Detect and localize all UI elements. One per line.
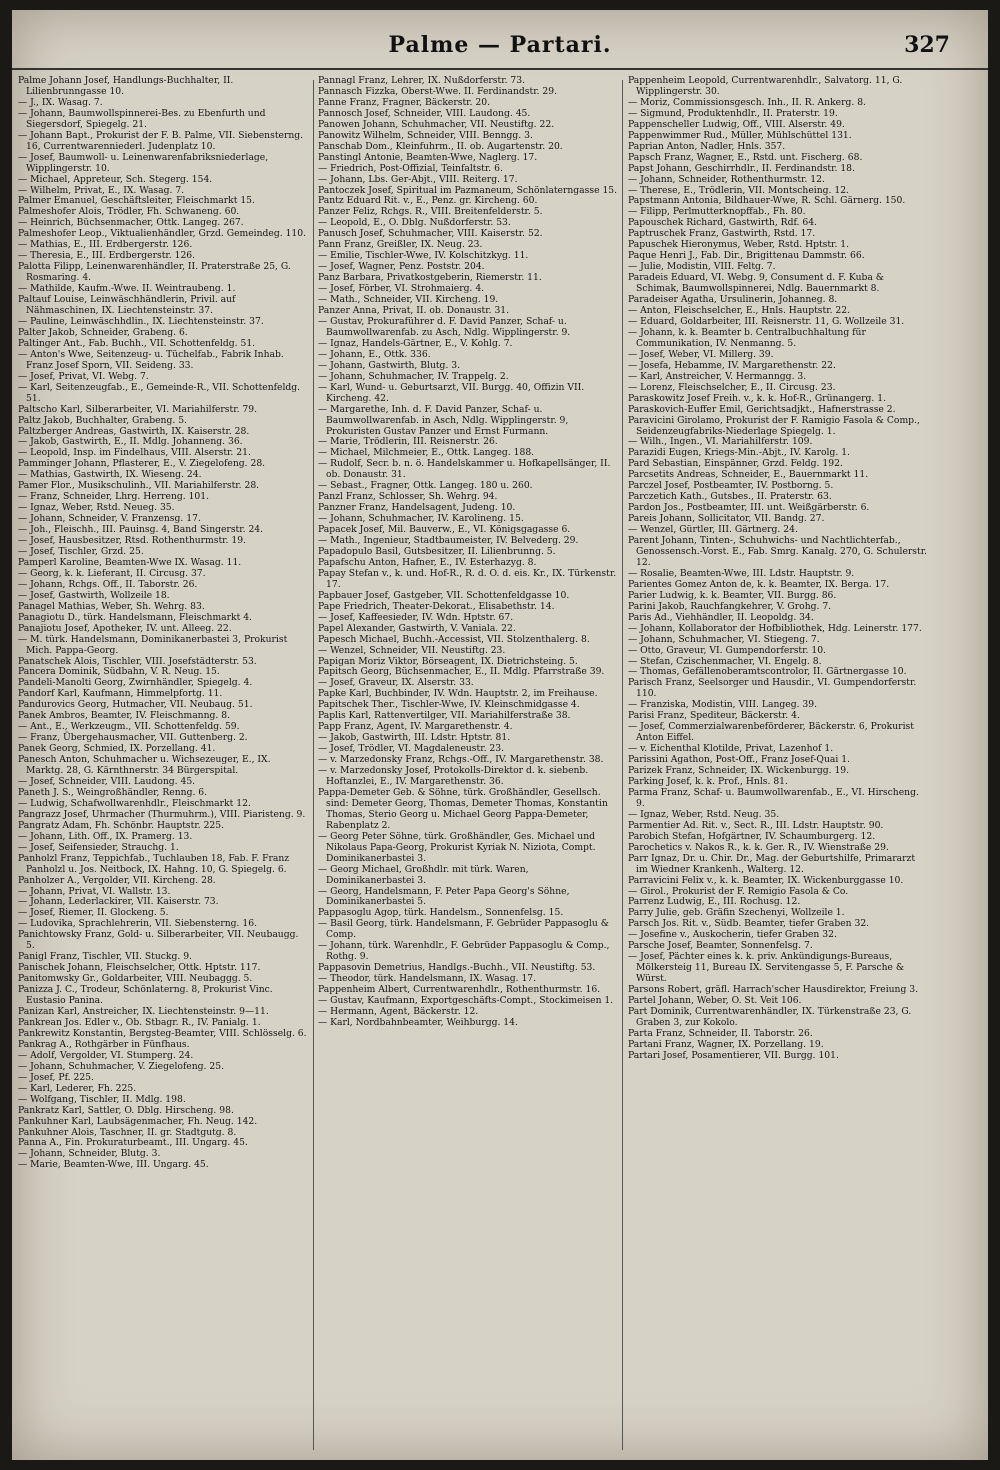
directory-columns	[12, 76, 988, 1456]
directory-entry: Papstmann Antonia, Bildhauer-Wwe, R. Schl. Gärnerg. 150.	[628, 195, 906, 207]
directory-entry: — Johann, Schneider, V. Franzensg. 17.	[18, 513, 201, 525]
directory-entry: Panzer Feliz, Rchgs. R., VIII. Breitenfelderstr. 5.	[318, 206, 543, 218]
directory-entry: — v. Marzedonsky Josef, Protokolls-Direktor d. k. siebenb. Hoftanzlei, E., IV. Margarethenstr. 36.	[318, 765, 589, 787]
directory-entry: — Math., Ingenieur, Stadtbaumeister, IV. Belvederg. 29.	[318, 535, 579, 547]
directory-entry: — Ignaz, Handels-Gärtner, E., V. Kohlg. 7.	[318, 337, 513, 349]
directory-entry: Pappa-Demeter Geb. & Söhne, türk. Großhändler, Gesellsch. sind: Demeter Georg, Thomas, Demeter Thomas, Konstantin Thomas, Sterio Georg u. Michael Georg Pappa-Demeter, Rabenplatz 2.	[318, 786, 608, 831]
directory-entry: — Otto, Graveur, VI. Gumpendorferstr. 10.	[628, 644, 826, 656]
directory-entry: Panagel Mathias, Weber, Sh. Wehrg. 83.	[18, 600, 205, 612]
directory-entry: — Josef, Seifensieder, Strauchg. 1.	[18, 841, 179, 853]
directory-entry: Paltinger Ant., Fab. Buchh., VII. Schottenfeldg. 51.	[18, 337, 256, 349]
directory-entry: Parczetich Kath., Gutsbes., II. Praterstr. 63.	[628, 491, 832, 503]
column-divider	[313, 80, 314, 1450]
directory-entry: — Josef, Hausbesitzer, Rtsd. Rothenthurmstr. 19.	[18, 535, 247, 547]
directory-entry: — Gustav, Kaufmann, Exportgeschäfts-Compt., Stockimeisen 1.	[318, 995, 614, 1007]
directory-entry: Panigl Franz, Tischler, VII. Stuckg. 9.	[18, 951, 192, 963]
directory-entry: Paltscho Karl, Silberarbeiter, VI. Mariahilferstr. 79.	[18, 403, 258, 415]
directory-entry: Parier Ludwig, k. k. Beamter, VII. Burgg. 86.	[628, 589, 837, 601]
directory-entry: Panstingl Antonie, Beamten-Wwe, Naglerg. 17.	[318, 151, 538, 163]
directory-entry: — Karl, Anstreicher, V. Hermanngg. 3.	[628, 370, 807, 382]
directory-entry: Pamer Flor., Musikschulinh., VII. Mariahilferstr. 28.	[18, 480, 260, 492]
directory-entry: Papay Stefan v., k. und. Hof-R., R. d. O. d. eis. Kr., IX. Türkenstr. 17.	[318, 567, 617, 590]
directory-entry: Parma Franz, Schaf- u. Baumwollwarenfab., E., VI. Hirscheng. 9.	[628, 786, 919, 809]
column-3	[628, 76, 928, 1454]
directory-entry: Parisi Franz, Spediteur, Bäckerstr. 4.	[628, 710, 800, 722]
directory-entry: — Johann, Schneider, Rothenthurmstr. 12.	[628, 173, 825, 185]
directory-entry: Papesch Michael, Buchh.-Accessist, VII. Stolzenthalerg. 8.	[318, 633, 590, 645]
directory-entry: — Wilh., Ingen., VI. Mariahilferstr. 109.	[628, 436, 813, 448]
directory-entry: Pann Franz, Greißler, IX. Neug. 23.	[318, 239, 483, 251]
directory-entry: Pannasch Fizzka, Oberst-Wwe. II. Ferdinandstr. 29.	[318, 85, 558, 97]
directory-entry: Pamperl Karoline, Beamten-Wwe IX. Wasag. 11.	[18, 556, 242, 568]
directory-entry: Parissini Agathon, Post-Off., Franz Josef-Quai 1.	[628, 754, 850, 766]
directory-entry: — Julie, Modistin, VIII. Feltg. 7.	[628, 261, 776, 273]
directory-entry: Panek Ambros, Beamter, IV. Fleischmanng. 8.	[18, 710, 230, 722]
directory-entry: — Josef, Commerzialwarenbeförderer, Bäckerstr. 6, Prokurist Anton Eiffel.	[628, 721, 914, 744]
directory-entry: Parta Franz, Schneider, II. Taborstr. 26.	[628, 1027, 813, 1039]
directory-entry: — Josef, Privat, VI. Webg. 7.	[18, 370, 149, 382]
directory-entry: Paltz Jakob, Buchhalter, Grabeng. 5.	[18, 414, 187, 426]
directory-entry: Partari Josef, Posamentierer, VII. Burgg. 101.	[628, 1049, 839, 1061]
directory-entry: Parientes Gomez Anton de, k. k. Beamter, IX. Berga. 17.	[628, 578, 890, 590]
directory-entry: Partani Franz, Wagner, IX. Porzellang. 19.	[628, 1038, 824, 1050]
directory-entry: — Leopold, E., O. Dblg. Nußdorferstr. 53.	[318, 217, 511, 229]
directory-entry: — M. türk. Handelsmann, Dominikanerbastei 3, Prokurist Mich. Pappa-Georg.	[18, 633, 288, 656]
directory-entry: — Mathilde, Kaufm.-Wwe. II. Weintraubeng. 1.	[18, 283, 236, 295]
directory-entry: Pareis Johann, Sollicitator, VII. Bandg. 27.	[628, 513, 825, 525]
directory-entry: Pandurovics Georg, Hutmacher, VII. Neubaug. 51.	[18, 699, 253, 711]
directory-entry: — Sigmund, Produktenhdlr., II. Praterstr. 19.	[628, 107, 838, 119]
directory-entry: Pankratz Karl, Sattler, O. Dblg. Hirscheng. 98.	[18, 1104, 234, 1116]
directory-entry: — Thomas, Gefällenoberamtscontrolor, II. Gärtnergasse 10.	[628, 666, 907, 678]
directory-entry: — Michael, Appreteur, Sch. Stegerg. 154.	[18, 173, 213, 185]
directory-entry: — Georg, k. k. Lieferant, II. Circusg. 37.	[18, 567, 206, 579]
directory-entry: — Johann, Lederlackirer, VII. Kaiserstr. 73.	[18, 896, 219, 908]
directory-entry: — Girol., Prokurist der F. Remigio Fasola & Co.	[628, 885, 849, 897]
directory-entry: — Johann, Schuhmacher, V. Ziegelofeng. 25.	[18, 1060, 224, 1072]
directory-entry: Paltauf Louise, Leinwäschhändlerin, Privil. auf Nähmaschinen, IX. Liechtensteinstr. 37.	[18, 294, 236, 317]
directory-entry: — Josef, Pächter eines k. k. priv. Ankündigungs-Bureaus, Mölkersteig 11, Bureau IX. Servitengasse 5, F. Parsche & Würst.	[628, 951, 905, 985]
directory-entry: Pantoczek Josef, Spiritual im Pazmaneum, Schönlaterngasse 15.	[318, 184, 618, 196]
directory-entry: Parent Johann, Tinten-, Schuhwichs- und Nachtlichterfab., Genossensch.-Vorst. E., Fab. Smrg. Kanalg. 270, G. Schulerstr. 12.	[628, 535, 928, 568]
directory-entry: Pappenheim Leopold, Currentwarenhdlr., Salvatorg. 11, G. Wipplingerstr. 30.	[628, 76, 903, 97]
directory-entry: Panzl Franz, Schlosser, Sh. Wehrg. 94.	[318, 491, 498, 503]
directory-entry: — Georg, Handelsmann, F. Peter Papa Georg's Söhne, Dominikanerbastei 5.	[318, 885, 570, 908]
directory-entry: — Franziska, Modistin, VIII. Langeg. 39.	[628, 699, 818, 711]
directory-entry: — Jakob, Gastwirth, III. Ldstr. Hptstr. 81.	[318, 732, 511, 744]
directory-entry: Panajiotu Josef, Apotheker, IV. unt. Alleeg. 22.	[18, 622, 232, 634]
directory-entry: — Johann, E., Ottk. 336.	[318, 348, 431, 360]
directory-entry: Panek Georg, Schmied, IX. Porzellang. 41.	[18, 743, 216, 755]
directory-entry: — Josef, Förber, VI. Strohmaierg. 4.	[318, 283, 485, 295]
directory-entry: Parr Ignaz, Dr. u. Chir. Dr., Mag. der Geburtshilfe, Primararzt im Wiedner Krankenh., Walterg. 12.	[628, 852, 916, 875]
directory-entry: Parczel Josef, Postbeamter, IV. Postborng. 5.	[628, 480, 834, 492]
directory-entry: Papbauer Josef, Gastgeber, VII. Schottenfeldgasse 10.	[318, 589, 570, 601]
directory-entry: — Filipp, Perlmutterknopffab., Fh. 80.	[628, 206, 806, 218]
directory-entry: — Ludwig, Schafwollwarenhdlr., Fleischmarkt 12.	[18, 797, 251, 809]
directory-entry: — Mathias, Gastwirth, IX. Wieseng. 24.	[18, 469, 202, 481]
directory-entry: Pangratz Adam, Fh. Schönbr. Hauptstr. 225.	[18, 819, 225, 831]
directory-entry: Panzer Anna, Privat, II. ob. Donaustr. 31.	[318, 305, 510, 317]
directory-entry: — Eduard, Goldarbeiter, III. Reisnerstr. 11, G. Wollzeile 31.	[628, 315, 905, 327]
directory-entry: Papadopulo Basil, Gutsbesitzer, II. Lilienbrunng. 5.	[318, 545, 556, 557]
directory-entry: — Johann, Gastwirth, Blutg. 3.	[318, 359, 461, 371]
directory-entry: Paraskovich-Euffer Emil, Gerichtsadjkt., Hafnerstrasse 2.	[628, 403, 896, 415]
directory-entry: Palme Johann Josef, Handlungs-Buchhalter, II. Lilienbrunngasse 10.	[18, 76, 234, 97]
directory-entry: Panholzer A., Vergolder, VII. Kircheng. 28.	[18, 874, 216, 886]
directory-entry: — Friedrich, Post-Offizial, Teinfaltstr. 6.	[318, 162, 503, 174]
directory-entry: Pappenwimmer Rud., Müller, Mühlschüttel 131.	[628, 129, 852, 141]
directory-entry: Paris Ad., Viehhändler, II. Leopoldg. 34.	[628, 611, 814, 623]
directory-entry: — Johann, Schuhmacher, VI. Stiegeng. 7.	[628, 633, 820, 645]
directory-entry: Panna A., Fin. Prokuraturbeamt., III. Ungarg. 45.	[18, 1137, 248, 1149]
directory-entry: — Ignaz, Weber, Rstd. Neueg. 35.	[18, 502, 175, 514]
directory-entry: — Johann, Lith. Off., IX. Pramerg. 13.	[18, 830, 193, 842]
directory-entry: — Josef, Baumwoll- u. Leinenwarenfabriksniederlage, Wipplingerstr. 10.	[18, 151, 269, 174]
directory-entry: Pangrazz Josef, Uhrmacher (Thurmuhrm.), VIII. Piaristeng. 9.	[18, 808, 306, 820]
directory-entry: — Johann, türk. Warenhdlr., F. Gebrüder Pappasoglu & Comp., Rothg. 9.	[318, 940, 610, 963]
directory-entry: — Margarethe, Inh. d. F. David Panzer, Schaf- u. Baumwollwarenfab. in Asch, Ndlg. Wipplingerstr. 9, Prokuristen Gustav Panzer und Ernst Furmann.	[318, 403, 569, 437]
directory-entry: Parking Josef, k. k. Prof., Hnls. 81.	[628, 776, 788, 787]
directory-entry: Panowen Johann, Schuhmacher, VII. Neustiftg. 22.	[318, 118, 555, 130]
directory-entry: Paneth J. S., Weingroßhändler, Renng. 6.	[18, 786, 208, 798]
directory-entry: — Heinrich, Büchsenmacher, Ottk. Langeg. 267.	[18, 217, 244, 229]
directory-entry: Papuschek Hieronymus, Weber, Rstd. Hptstr. 1.	[628, 239, 850, 251]
directory-entry: — Josefine v., Auskocherin, tiefer Graben 32.	[628, 929, 837, 941]
directory-entry: Pard Sebastian, Einspänner, Grzd. Feldg. 192.	[628, 458, 843, 470]
directory-entry: — Jakob, Gastwirth, E., II. Mdlg. Johanneng. 36.	[18, 436, 243, 448]
directory-entry: — Michael, Milchmeier, E., Ottk. Langeg. 188.	[318, 447, 535, 459]
directory-entry: — Rosalie, Beamten-Wwe, III. Ldstr. Hauptstr. 9.	[628, 567, 855, 579]
directory-entry: — Rudolf, Secr. b. n. ö. Handelskammer u. Hofkapellsänger, II. ob. Donaustr. 31.	[318, 458, 611, 481]
directory-entry: Parini Jakob, Rauchfangkehrer, V. Grohg. 7.	[628, 600, 832, 612]
directory-entry: — Johann, Schuhmacher, IV. Trappelg. 2.	[318, 370, 509, 382]
directory-entry: — Josefa, Hebamme, IV. Margarethenstr. 22.	[628, 359, 836, 371]
directory-entry: Pancera Dominik, Südbahn, V. R. Neug. 15.	[18, 666, 220, 678]
directory-entry: Palmeshofer Leop., Viktualienhändler, Grzd. Gemeindeg. 110.	[18, 228, 307, 240]
directory-entry: — Georg Peter Söhne, türk. Großhändler, Ges. Michael und Nikolaus Papa-Georg, Prokurist Kyriak N. Niziota, Compt. Dominikanerbastei 3.	[318, 830, 596, 864]
directory-entry: — Johann, Schuhmacher, IV. Karolineng. 15.	[318, 513, 524, 525]
directory-entry: Pannagl Franz, Lehrer, IX. Nußdorferstr. 73.	[318, 76, 526, 86]
header-rule	[12, 68, 988, 70]
directory-entry: Parsche Josef, Beamter, Sonnenfelsg. 7.	[628, 940, 813, 952]
directory-entry: Pandorf Karl, Kaufmann, Himmelpfortg. 11.	[18, 688, 223, 700]
directory-entry: Panizza J. C., Trodeur, Schönlaterng. 8, Prokurist Vinc. Eustasio Panina.	[18, 984, 273, 1007]
directory-entry: Parisch Franz, Seelsorger und Hausdir., VI. Gumpendorferstr. 110.	[628, 677, 917, 700]
directory-entry: Pankrag A., Rothgärber in Fünfhaus.	[18, 1038, 190, 1050]
directory-entry: — v. Marzedonsky Franz, Rchgs.-Off., IV. Margarethenstr. 38.	[318, 754, 604, 766]
column-1	[18, 76, 310, 1454]
directory-entry: Pankrean Jos. Edler v., Ob. Stbagr. R., IV. Panialg. 1.	[18, 1016, 261, 1028]
directory-entry: Panne Franz, Fragner, Bäckerstr. 20.	[318, 96, 490, 108]
directory-entry: — Theresia, E., III. Erdbergerstr. 126.	[18, 250, 196, 262]
directory-entry: Papafschu Anton, Hafner, E., IV. Esterhazyg. 8.	[318, 556, 537, 568]
directory-entry: Paravicini Girolamo, Prokurist der F. Ramigio Fasola & Comp., Seidenzeugfabriks-Niederlage Spiegelg. 1.	[628, 414, 920, 437]
directory-entry: Paprian Anton, Nadler, Hnls. 357.	[628, 140, 786, 152]
directory-entry: Palmeshofer Alois, Trödler, Fh. Schwaneng. 60.	[18, 206, 240, 218]
directory-entry: — Josef, Wagner, Penz. Poststr. 204.	[318, 261, 485, 273]
directory-entry: Parsch Jos. Rit. v., Südb. Beamter, tiefer Graben 32.	[628, 918, 870, 930]
directory-entry: Parobich Stefan, Hofgärtner, IV. Schaumburgerg. 12.	[628, 830, 876, 842]
directory-entry: Panzner Franz, Handelsagent, Judeng. 10.	[318, 502, 516, 514]
directory-entry: — Johann, Lbs. Ger-Abjt., VIII. Reiterg. 17.	[318, 173, 518, 185]
directory-entry: — Karl, Lederer, Fh. 225.	[18, 1082, 137, 1094]
directory-entry: — Anton's Wwe, Seitenzeug- u. Tüchelfab., Fabrik Inhab. Franz Josef Sporn, VII. Seideng. 33.	[18, 348, 284, 371]
directory-entry: Pantz Eduard Rit. v., E., Penz. gr. Kircheng. 60.	[318, 195, 538, 207]
directory-entry: Parrenz Ludwig, E., III. Rochusg. 12.	[628, 896, 801, 908]
directory-entry: — Marie, Trödlerin, III. Reisnerstr. 26.	[318, 436, 498, 448]
directory-entry: — Wenzel, Schneider, VII. Neustiftg. 23.	[318, 644, 506, 656]
directory-entry: — Pauline, Leinwäschhdlin., IX. Liechtensteinstr. 37.	[18, 315, 264, 327]
directory-entry: — Ludovika, Sprachlehrerin, VII. Siebensterng. 16.	[18, 918, 257, 930]
directory-entry: Paradeiser Agatha, Ursulinerin, Johanneg. 8.	[628, 294, 838, 306]
directory-entry: Partel Johann, Weber, O. St. Veit 106.	[628, 995, 802, 1007]
directory-entry: Panagiotu D., türk. Handelsmann, Fleischmarkt 4.	[18, 611, 252, 623]
directory-entry: — Josef, Pf. 225.	[18, 1071, 94, 1083]
directory-entry: — Franz, Schneider, Lhrg. Herreng. 101.	[18, 491, 210, 503]
directory-entry: Panischek Johann, Fleischselcher, Ottk. Hptstr. 117.	[18, 962, 261, 974]
directory-entry: Pappasovin Demetrius, Handlgs.-Buchh., VII. Neustiftg. 53.	[318, 962, 596, 974]
directory-entry: — Josef, Schneider, VIII. Laudong. 45.	[18, 776, 196, 787]
directory-entry: Pankuhner Alois, Taschner, II. gr. Stadtgutg. 8.	[18, 1126, 237, 1138]
directory-entry: Parazidi Eugen, Kriegs-Min.-Abjt., IV. Karolg. 1.	[628, 447, 850, 459]
directory-entry: Panusch Josef, Schuhmacher, VIII. Kaiserstr. 52.	[318, 228, 543, 240]
directory-entry: — Johann, k. k. Beamter b. Centralbuchhaltung für Communikation, IV. Nenmanng. 5.	[628, 326, 866, 349]
directory-entry: — Franz, Übergehausmacher, VII. Guttenberg. 2.	[18, 732, 248, 744]
directory-entry: Papel Alexander, Gastwirth, V. Vaniala. 22.	[318, 622, 516, 634]
directory-entry: Paptruschek Franz, Gastwirth, Rstd. 17.	[628, 228, 816, 240]
directory-entry: Pardon Jos., Postbeamter, III. unt. Weißgärberstr. 6.	[628, 502, 870, 514]
directory-page	[12, 10, 988, 1460]
column-2	[318, 76, 618, 1454]
directory-entry: — Anton, Fleischselcher, E., Hnls. Hauptstr. 22.	[628, 305, 851, 317]
directory-entry: — Johann Bapt., Prokurist der F. B. Palme, VII. Siebensterng. 16, Currentwarenniederl. Judenplatz 10.	[18, 129, 304, 152]
directory-entry: — Hermann, Agent, Bäckerstr. 12.	[318, 1006, 479, 1018]
directory-entry: — Josef, Kaffeesieder, IV. Wdn. Hptstr. 67.	[318, 611, 514, 623]
directory-entry: Pankuhner Karl, Laubsägenmacher, Fh. Neug. 142.	[18, 1115, 258, 1127]
directory-entry: Pappasoglu Agop, türk. Handelsm., Sonnenfelsg. 15.	[318, 907, 564, 919]
directory-entry: Panesch Anton, Schuhmacher u. Wichsezeuger, E., IX. Marktg. 28, G. Kärnthnerstr. 34 Bürgerspital.	[18, 754, 271, 777]
directory-entry: — Johann, Kollaborator der Hofbibliothek, Hdg. Leinerstr. 177.	[628, 622, 922, 634]
directory-entry: Paradeis Eduard, VI. Webg. 9, Consument d. F. Kuba & Schimak, Baumwollspinnerei, Ndlg. Bauernmarkt 8.	[628, 272, 884, 295]
directory-entry: Panizan Karl, Anstreicher, IX. Liechtensteinstr. 9—11.	[18, 1006, 269, 1018]
directory-entry: Palter Jakob, Schneider, Grabeng. 6.	[18, 326, 188, 338]
directory-entry: Papigan Moriz Viktor, Börseagent, IX. Dietrichsteing. 5.	[318, 655, 578, 667]
directory-entry: — Johann, Schneider, Blutg. 3.	[18, 1148, 161, 1160]
directory-entry: Parsons Robert, gräfl. Harrach'scher Hausdirektor, Freiung 3.	[628, 984, 919, 996]
directory-entry: Pappenheim Albert, Currentwarenhdlr., Rothenthurmstr. 16.	[318, 984, 601, 996]
directory-entry: — Adolf, Vergolder, VI. Stumperg. 24.	[18, 1049, 194, 1061]
directory-entry: — Josef, Weber, VI. Millerg. 39.	[628, 348, 774, 360]
directory-entry: Parmentier Ad. Rit. v., Sect. R., III. Ldstr. Hauptstr. 90.	[628, 819, 884, 831]
directory-entry: — Lorenz, Fleischselcher, E., II. Circusg. 23.	[628, 381, 836, 393]
directory-entry: — Theodor, türk. Handelsmann, IX. Wasag. 17.	[318, 973, 537, 985]
directory-entry: — Josef, Graveur, IX. Alserstr. 33.	[318, 677, 474, 689]
directory-entry: — Ant., E., Werkzeugm., VII. Schottenfeldg. 59.	[18, 721, 240, 733]
directory-entry: Panichtowsky Franz, Gold- u. Silberarbeiter, VII. Neubaugg. 5.	[18, 929, 299, 952]
directory-entry: — Ignaz, Weber, Rstd. Neug. 35.	[628, 808, 780, 820]
directory-entry: Papke Karl, Buchbinder, IV. Wdn. Hauptstr. 2, im Freihause.	[318, 688, 598, 700]
page-header	[12, 32, 988, 60]
directory-entry: Pappenscheller Ludwig, Off., VIII. Alserstr. 49.	[628, 118, 845, 130]
directory-entry: — Georg Michael, Großhdlr. mit türk. Waren, Dominikanerbastei 3.	[318, 863, 529, 886]
directory-entry: Papitsch Georg, Büchsenmacher, E., II. Mdlg. Pfarrstraße 39.	[318, 666, 605, 678]
directory-entry: Parry Julie, geb. Gräfin Szechenyi, Wollzeile 1.	[628, 907, 845, 919]
directory-entry: Papouschek Richard, Gastwirth, Rdf. 64.	[628, 217, 817, 229]
directory-entry: — v. Eichenthal Klotilde, Privat, Lazenhof 1.	[628, 743, 834, 755]
directory-entry: Parochetics v. Nakos R., k. k. Ger. R., IV. Wienstraße 29.	[628, 841, 889, 853]
directory-entry: Pannosch Josef, Schneider, VIII. Laudong. 45.	[318, 107, 531, 119]
directory-entry: Paraskowitz Josef Freih. v., k. k. Hof-R., Grünangerg. 1.	[628, 392, 887, 404]
directory-entry: — Gustav, Prokuraführer d. F. David Panzer, Schaf- u. Baumwollwarenfab. zu Asch, Ndlg. Wipplingerstr. 9.	[318, 315, 571, 338]
directory-entry: — Karl, Wund- u. Geburtsarzt, VII. Burgg. 40, Offizin VII. Kircheng. 42.	[318, 381, 585, 404]
directory-entry: Parizek Franz, Schneider, IX. Wickenburgg. 19.	[628, 765, 850, 777]
directory-entry: — Karl, Nordbahnbeamter, Weihburgg. 14.	[318, 1016, 518, 1028]
directory-entry: — Basil Georg, türk. Handelsmann, F. Gebrüder Pappasoglu & Comp.	[318, 918, 609, 941]
directory-entry: Papacek Josef, Mil. Bauverw., E., VI. Königsgagasse 6.	[318, 524, 571, 536]
directory-entry: Panowitz Wilhelm, Schneider, VIII. Benngg. 3.	[318, 129, 533, 141]
directory-entry: — Emilie, Tischler-Wwe, IV. Kolschitzkyg. 11.	[318, 250, 529, 262]
directory-entry: — Therese, E., Trödlerin, VII. Montscheing. 12.	[628, 184, 849, 196]
directory-entry: Pandeli-Manolti Georg, Zwirnhändler, Spiegelg. 4.	[18, 677, 253, 689]
directory-entry: — Josef, Tischler, Grzd. 25.	[18, 545, 144, 557]
directory-entry: — Math., Schneider, VII. Kircheng. 19.	[318, 294, 499, 306]
directory-entry: Papitschek Ther., Tischler-Wwe, IV. Kleinschmidgasse 4.	[318, 699, 580, 711]
directory-entry: Pankrewitz Konstantin, Bergsteg-Beamter, VIII. Schlösselg. 6.	[18, 1027, 307, 1039]
directory-entry: Paplis Karl, Rattenvertilger, VII. Mariahilferstraße 38.	[318, 710, 571, 722]
directory-entry: Panatschek Alois, Tischler, VIII. Josefstädterstr. 53.	[18, 655, 257, 667]
directory-entry: Palotta Filipp, Leinenwarenhändler, II. Praterstraße 25, G. Rosmaring. 4.	[18, 261, 291, 284]
directory-entry: — Wenzel, Gürtler, III. Gärtnerg. 24.	[628, 524, 798, 536]
directory-entry: Panz Barbara, Privatkostgeberin, Riemerstr. 11.	[318, 272, 542, 284]
directory-entry: — Johann, Baumwollspinnerei-Bes. zu Ebenfurth und Siegersdorf, Spiegelg. 21.	[18, 107, 266, 130]
directory-entry: — Johann, Rchgs. Off., II. Taborstr. 26.	[18, 578, 198, 590]
directory-entry: — Moriz, Commissionsgesch. Inh., II. R. Ankerg. 8.	[628, 96, 866, 108]
directory-entry: Papst Johann, Geschirrhdlr., II. Ferdinandstr. 18.	[628, 162, 855, 174]
directory-entry: — Josef, Riemer, II. Glockeng. 5.	[18, 907, 169, 919]
directory-entry: Pamminger Johann, Pflasterer, E., V. Ziegelofeng. 28.	[18, 458, 266, 470]
directory-entry: — Karl, Seitenzeugfab., E., Gemeinde-R., VII. Schottenfeldg. 51.	[18, 381, 301, 404]
directory-entry: Panholzl Franz, Teppichfab., Tuchlauben 18, Fab. F. Franz Panholzl u. Jos. Neitbock, IX. Hahng. 10, G. Spiegelg. 6.	[18, 852, 290, 875]
directory-entry: Paque Henri J., Fab. Dir., Brigittenau Dammstr. 66.	[628, 250, 865, 262]
directory-entry: — J., IX. Wasag. 7.	[18, 96, 103, 108]
directory-entry: Pape Friedrich, Theater-Dekorat., Elisabethstr. 14.	[318, 600, 555, 612]
directory-entry: Panschab Dom., Kleinfuhrm., II. ob. Augartenstr. 20.	[318, 140, 563, 152]
directory-entry: — Marie, Beamten-Wwe, III. Ungarg. 45.	[18, 1159, 209, 1171]
directory-entry: — Mathias, E., III. Erdbergerstr. 126.	[18, 239, 193, 251]
directory-entry: — Wolfgang, Tischler, II. Mdlg. 198.	[18, 1093, 186, 1105]
directory-entry: — Johann, Privat, VI. Wallstr. 13.	[18, 885, 171, 897]
directory-entry: — Leopold, Insp. im Findelhaus, VIII. Alserstr. 21.	[18, 447, 251, 459]
page-number: 327	[904, 32, 950, 58]
directory-entry: Parcsetits Andreas, Schneider, E., Bauernmarkt 11.	[628, 469, 869, 481]
directory-entry: — Sebast., Fragner, Ottk. Langeg. 180 u. 260.	[318, 480, 533, 492]
directory-entry: Part Dominik, Currentwarenhändler, IX. Türkenstraße 23, G. Graben 3, zur Kokolo.	[628, 1006, 912, 1028]
directory-entry: — Stefan, Czischenmacher, VI. Engelg. 8.	[628, 655, 822, 667]
directory-entry: — Joh., Fleischh., III. Pauinsg. 4, Band Singerstr. 24.	[18, 524, 264, 536]
directory-entry: Panitomwsky Gr., Goldarbeiter, VIII. Neubaggg. 5.	[18, 973, 253, 985]
running-head: Palme — Partari.	[388, 32, 612, 58]
directory-entry: Palmer Emanuel, Geschäftsleiter, Fleischmarkt 15.	[18, 195, 255, 207]
directory-entry: — Josef, Trödler, VI. Magdaleneustr. 23.	[318, 743, 505, 755]
directory-entry: Paltzberger Andreas, Gastwirth, IX. Kaiserstr. 28.	[18, 425, 250, 437]
directory-entry: — Wilhelm, Privat, E., IX. Wasag. 7.	[18, 184, 185, 196]
column-divider	[622, 80, 623, 1450]
directory-entry: Papp Franz, Agent, IV. Margarethenstr. 4.	[318, 721, 513, 733]
directory-entry: Parravicini Felix v., k. k. Beamter, IX. Wickenburggasse 10.	[628, 874, 904, 886]
directory-entry: — Josef, Gastwirth, Wollzeile 18.	[18, 589, 170, 601]
directory-entry: Papsch Franz, Wagner, E., Rstd. unt. Fischerg. 68.	[628, 151, 863, 163]
